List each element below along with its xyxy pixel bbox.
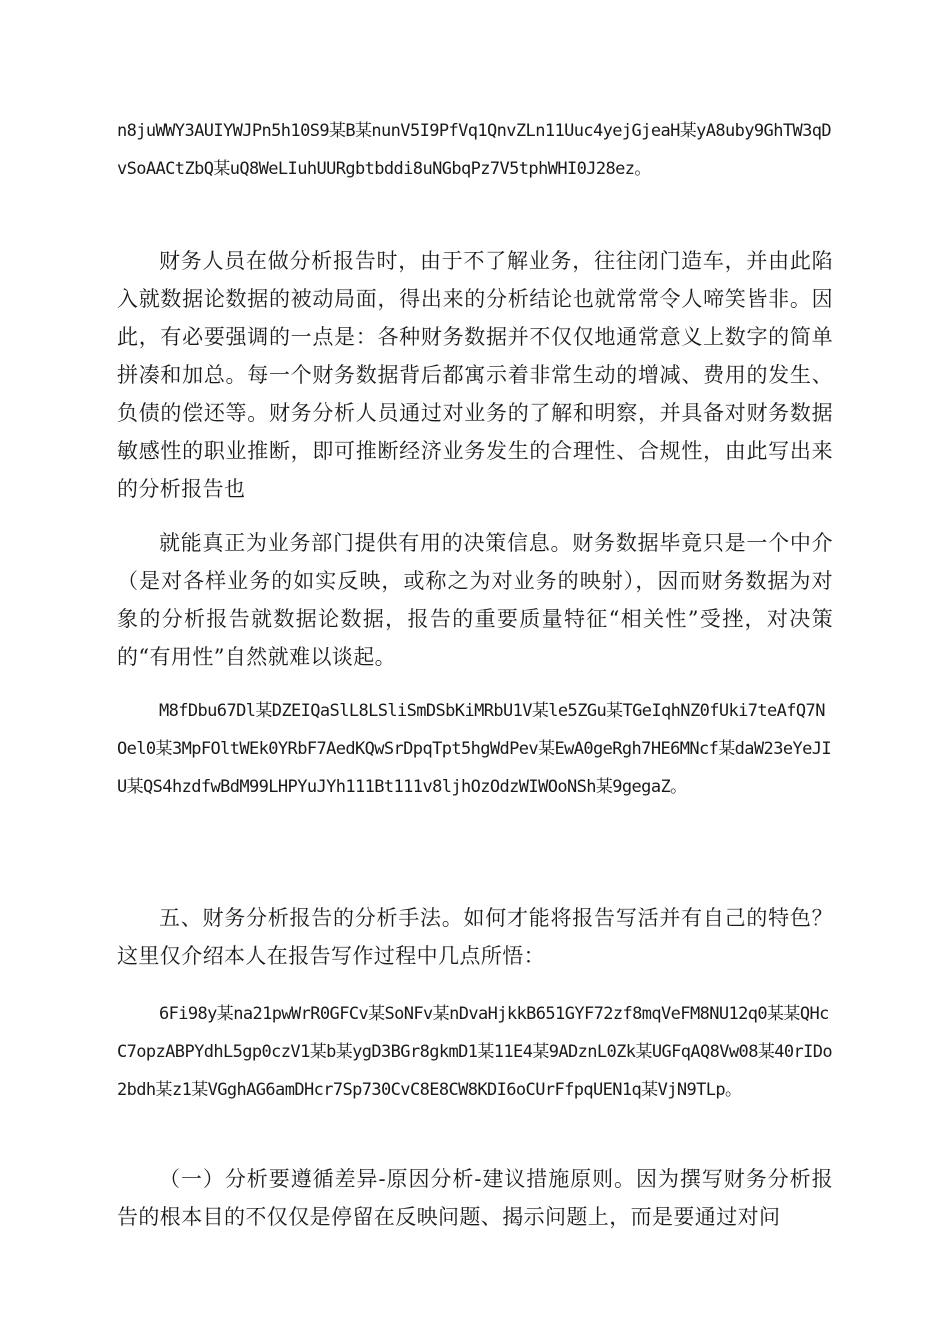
body-paragraph-decision-information: 就能真正为业务部门提供有用的决策信息。财务数据毕竟只是一个中介（是对各样业务的如实反映，或称之为对业务的映射），因而财务数据为对象的分析报告就数据论数据，报告的重要质量特征“相关性”受挫，对决策的“有用性”自然就难以谈起。 bbox=[117, 531, 833, 669]
body-paragraph-business-understanding: 财务人员在做分析报告时，由于不了解业务，往往闭门造车，并由此陷入就数据论数据的被动局面，得出来的分析结论也就常常令人啼笑皆非。因此，有必要强调的一点是：各种财务数据并不仅仅地通常意义上数字的简单拼凑和加总。每一个财务数据背后都寓示着非常生动的增减、费用的发生、负债的偿还等。财务分析人员通过对业务的了解和明察，并具备对财务数据敏感性的职业推断，即可推断经济业务发生的合理性、合规性，由此写出来的分析报告也 bbox=[117, 249, 833, 501]
encoded-text-paragraph-3: 6Fi98y某na21pwWrR0GFCv某SoNFv某nDvaHjkkB651GYF72zf8mqVeFM8NU12q0某某QHcC7opzABPYdhL5gp0czV1某b某ygD3BGr8gkmD1某11E4某9ADznL0Zk某UGFqAQ8Vw08某40rIDo2bdh某z1某VGghAG6amDHcr7Sp730CvC8E8CW8KDI6oCUrFfpqUEN1q某VjN9TLp。 bbox=[117, 1004, 833, 1100]
section-five-heading-paragraph: 五、财务分析报告的分析手法。如何才能将报告写活并有自己的特色？这里仅介绍本人在报告写作过程中几点所悟： bbox=[117, 906, 833, 968]
encoded-text-paragraph-1: n8juWWY3AUIYWJPn5h10S9某B某nunV5I9PfVq1QnvZLn11Uuc4yejGjeaH某yA8uby9GhTW3qDvSoAACtZbQ某uQ8WeLIuhUURgbtbddi8uNGbqPz7V5tphWHI0J28ez。 bbox=[117, 121, 832, 179]
subsection-one-paragraph: （一）分析要遵循差异-原因分析-建议措施原则。因为撰写财务分析报告的根本目的不仅仅是停留在反映问题、揭示问题上，而是要通过对问 bbox=[117, 1167, 833, 1229]
encoded-text-paragraph-2: M8fDbu67Dl某DZEIQaSlL8LSliSmDSbKiMRbU1V某le5ZGu某TGeIqhNZ0fUki7teAfQ7NOel0某3MpFOltWEk0YRbF7AedKQwSrDpqTpt5hgWdPev某EwA0geRgh7HE6MNcf某daW23eYeJIU某QS4hzdfwBdM99LHPYuJYh111Bt111v8ljhOzOdzWIWOoNSh某9gegaZ。 bbox=[117, 701, 832, 797]
